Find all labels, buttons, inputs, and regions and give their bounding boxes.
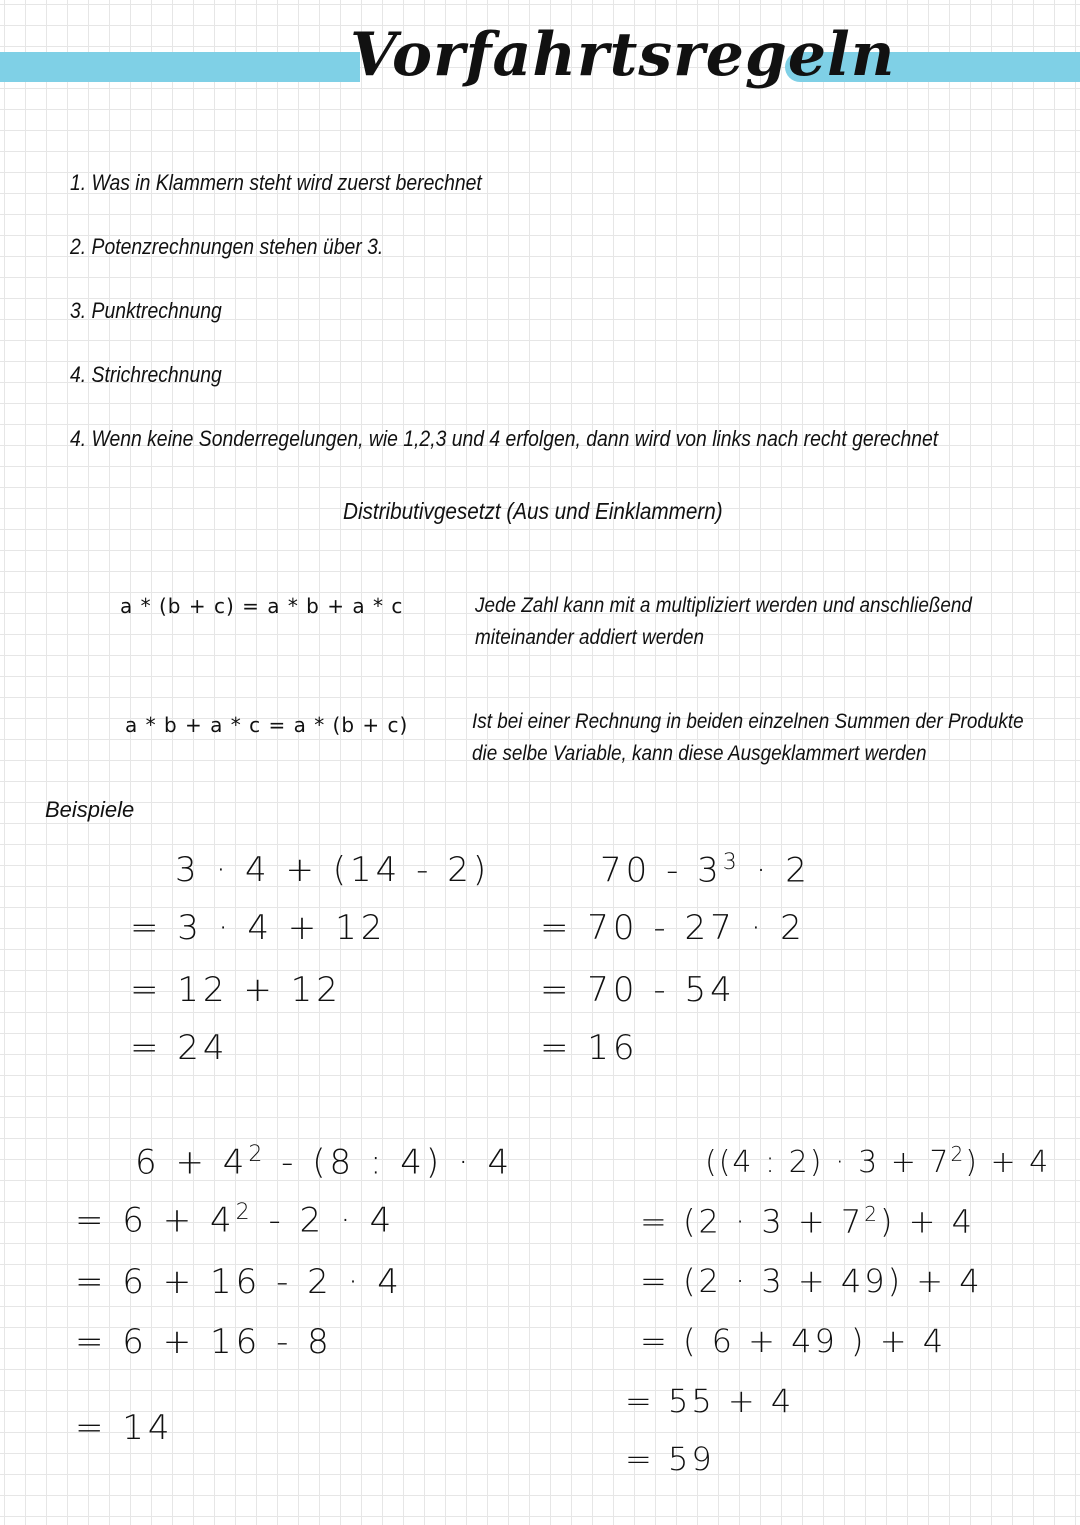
ex3-line-3: = 6 + 16 - 8 [75, 1322, 333, 1362]
ex3-line-1-a: = 6 + 4 [75, 1200, 236, 1241]
ex4-line-4: = 55 + 4 [625, 1382, 795, 1420]
desc-factor [472, 706, 1024, 770]
ex3-line-0-a: 6 + 4 [135, 1142, 249, 1183]
ex1-line-3: = 24 [130, 1028, 229, 1068]
page-title: Vorfahrtsregeln [350, 20, 896, 90]
ex4-line-1 [640, 1202, 975, 1241]
ex3-line-1-b: - 2 · 4 [253, 1200, 396, 1241]
rule-4: 4. Strichrechnung [70, 362, 222, 387]
ex4-line-0-exponent: 2 [950, 1142, 966, 1166]
rule-2: 2. Potenzrechnungen stehen über 3. [70, 234, 384, 259]
ex2-line-0 [600, 850, 811, 890]
ex2-line-3: = 16 [540, 1028, 639, 1068]
ex3-line-0-b: - (8 : 4) · 4 [266, 1142, 514, 1183]
ex2-line-0-tail: · 2 [740, 850, 811, 891]
ex4-line-0 [705, 1142, 1050, 1180]
ex3-line-2: = 6 + 16 - 2 · 4 [75, 1262, 403, 1302]
desc-factor-line-1: Ist bei einer Rechnung in beiden einzelnen Summen der Produkte [472, 710, 1024, 733]
formula-factor: a * b + a * c = a * (b + c) [125, 713, 409, 737]
ex3-line-1-exponent: 2 [235, 1200, 254, 1225]
ex4-line-0-b: ) + 4 [965, 1145, 1051, 1180]
formula-expand: a * (b + c) = a * b + a * c [120, 594, 404, 618]
title-bar-left [0, 52, 360, 82]
ex4-line-1-a: = (2 · 3 + 7 [640, 1202, 865, 1241]
ex2-line-2: = 70 - 54 [540, 970, 736, 1010]
rule-5: 4. Wenn keine Sonderregelungen, wie 1,2,3 und 4 erfolgen, dann wird von links nach recht gerechnet [70, 426, 939, 451]
ex1-line-2: = 12 + 12 [130, 970, 342, 1010]
ex1-line-1: = 3 · 4 + 12 [130, 908, 387, 948]
ex2-line-0-exponent: 3 [722, 850, 741, 875]
ex4-line-5: = 59 [625, 1440, 715, 1478]
ex3-line-0 [135, 1142, 513, 1182]
ex4-line-3: = ( 6 + 49 ) + 4 [640, 1322, 947, 1360]
ex3-line-4: = 14 [75, 1408, 174, 1448]
ex3-line-1 [75, 1200, 395, 1240]
ex4-line-1-exponent: 2 [864, 1202, 880, 1226]
rule-1: 1. Was in Klammern steht wird zuerst berechnet [70, 170, 482, 195]
desc-expand-line-2: miteinander addiert werden [475, 626, 705, 649]
rule-3: 3. Punktrechnung [70, 298, 222, 323]
desc-expand [475, 590, 972, 654]
ex4-line-1-b: ) + 4 [879, 1202, 975, 1241]
desc-factor-line-2: die selbe Variable, kann diese Ausgeklammert werden [472, 742, 927, 765]
desc-expand-line-1: Jede Zahl kann mit a multipliziert werden und anschließend [475, 594, 972, 617]
ex2-line-1: = 70 - 27 · 2 [540, 908, 806, 948]
ex4-line-0-a: ((4 : 2) · 3 + 7 [705, 1145, 951, 1180]
examples-label: Beispiele [45, 797, 135, 822]
ex4-line-2: = (2 · 3 + 49) + 4 [640, 1262, 983, 1300]
ex2-line-0-base: 70 - 3 [600, 850, 723, 891]
ex3-line-0-exponent: 2 [248, 1142, 267, 1167]
ex1-line-0: 3 · 4 + (14 - 2) [175, 850, 491, 890]
distributive-heading: Distributivgesetzt (Aus und Einklammern) [343, 498, 723, 524]
